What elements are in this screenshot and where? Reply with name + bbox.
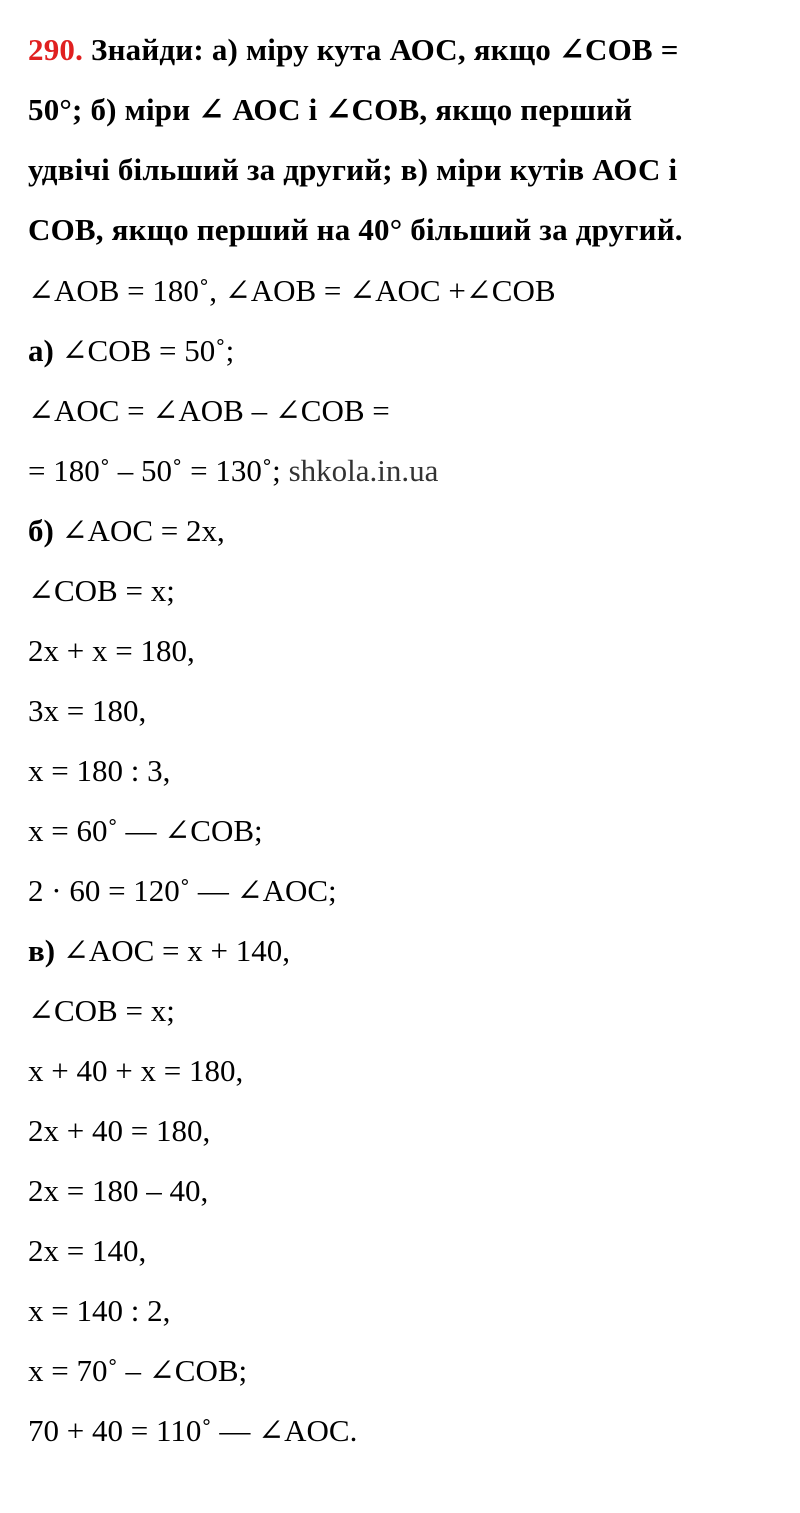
task-number: 290. — [28, 32, 84, 67]
part-c-line: 2x = 180 – 40, — [28, 1173, 209, 1208]
part-a-line — [28, 321, 788, 381]
part-a-text: = 180˚ – 50˚ = 130˚; — [28, 453, 281, 488]
part-c-line: 2x = 140, — [28, 1233, 147, 1268]
site-watermark: shkola.in.ua — [280, 453, 439, 488]
part-a-label: а) — [28, 333, 54, 368]
solution-intro: ∠AOB = 180˚, ∠AOB = ∠AOC +∠COB — [28, 273, 556, 308]
part-a-line — [28, 441, 788, 501]
page — [28, 0, 788, 1461]
task-statement — [28, 20, 788, 260]
part-b-line: ∠COB = x; — [28, 573, 175, 608]
part-a-text: ∠COB = 50˚; — [53, 333, 235, 368]
part-b-line: x = 60˚ — ∠COB; — [28, 813, 263, 848]
task-line: удвічі більший за другий; в) міри кутів АОС і — [28, 152, 678, 187]
part-b-line — [28, 501, 788, 561]
part-c-text: ∠AOC = x + 140, — [55, 933, 290, 968]
task-line — [28, 20, 788, 80]
part-b-label: б) — [28, 513, 54, 548]
part-c-line: x + 40 + x = 180, — [28, 1053, 244, 1088]
part-b-line: 3x = 180, — [28, 693, 147, 728]
part-c-line: ∠COB = x; — [28, 993, 175, 1028]
part-b-text: ∠AOC = 2x, — [53, 513, 225, 548]
part-a-line: ∠AOC = ∠AOB – ∠COB = — [28, 393, 390, 428]
part-b-line: 2 · 60 = 120˚ — ∠AOC; — [28, 873, 337, 908]
part-c-label: в) — [28, 933, 56, 968]
task-text: Знайди: а) міру кута АОС, якщо ∠СОВ = — [83, 32, 679, 67]
part-c-line: 2x + 40 = 180, — [28, 1113, 211, 1148]
solution — [28, 261, 788, 1461]
part-b-line: x = 180 : 3, — [28, 753, 171, 788]
part-c-line: x = 140 : 2, — [28, 1293, 171, 1328]
part-b-line: 2x + x = 180, — [28, 633, 195, 668]
part-c-line: 70 + 40 = 110˚ — ∠AOC. — [28, 1413, 358, 1448]
part-c-line: x = 70˚ – ∠COB; — [28, 1353, 248, 1388]
part-c-line — [28, 921, 788, 981]
task-line: СОВ, якщо перший на 40° більший за другий. — [28, 212, 683, 247]
task-line: 50°; б) міри ∠ АОС і ∠СОВ, якщо перший — [28, 92, 633, 127]
